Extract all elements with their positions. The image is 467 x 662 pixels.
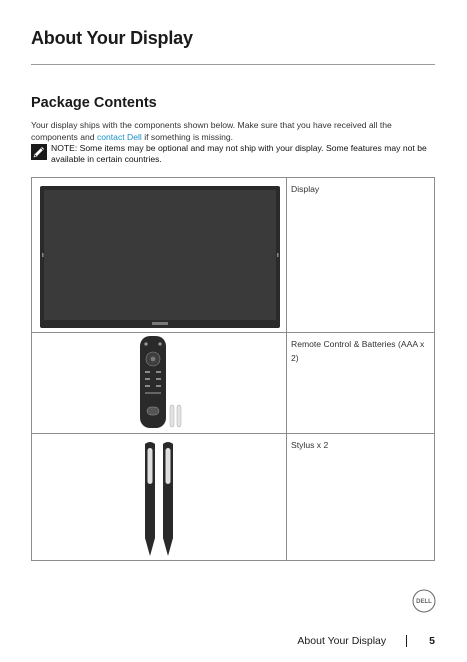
stylus-pair-image xyxy=(32,434,287,561)
item-image-cell xyxy=(32,434,287,561)
table-row xyxy=(32,433,434,561)
contact-dell-link[interactable]: contact Dell xyxy=(96,132,142,142)
page-title: About Your Display xyxy=(31,28,193,48)
table-row xyxy=(32,332,434,434)
display-image xyxy=(32,178,287,332)
item-image-cell xyxy=(32,178,287,332)
footer-title: About Your Display xyxy=(297,635,387,647)
note-box xyxy=(31,143,435,167)
intro-text-start: Your display ships with the components shown below. Make sure that you have received all the components and xyxy=(31,120,392,142)
footer-separator xyxy=(406,635,407,647)
pencil-note-icon xyxy=(31,144,47,160)
section-title: Package Contents xyxy=(31,95,157,111)
page-footer xyxy=(297,634,435,648)
package-contents-table xyxy=(31,177,435,561)
intro-paragraph xyxy=(31,119,435,143)
item-label: Display xyxy=(291,184,320,194)
table-row xyxy=(32,178,434,332)
item-label: Remote Control & Batteries (AAA x 2) xyxy=(291,339,425,363)
note-text: NOTE: Some items may be optional and may not ship with your display. Some features may not be available in certain countries. xyxy=(51,143,427,164)
item-image-cell xyxy=(32,333,287,434)
remote-control-image xyxy=(32,333,287,434)
title-divider xyxy=(31,64,435,65)
page-number: 5 xyxy=(429,635,435,647)
dell-logo xyxy=(412,589,436,613)
dell-logo-text: DELL xyxy=(416,599,432,606)
item-label: Stylus x 2 xyxy=(291,440,329,450)
intro-text-end: if something is missing. xyxy=(141,132,234,142)
